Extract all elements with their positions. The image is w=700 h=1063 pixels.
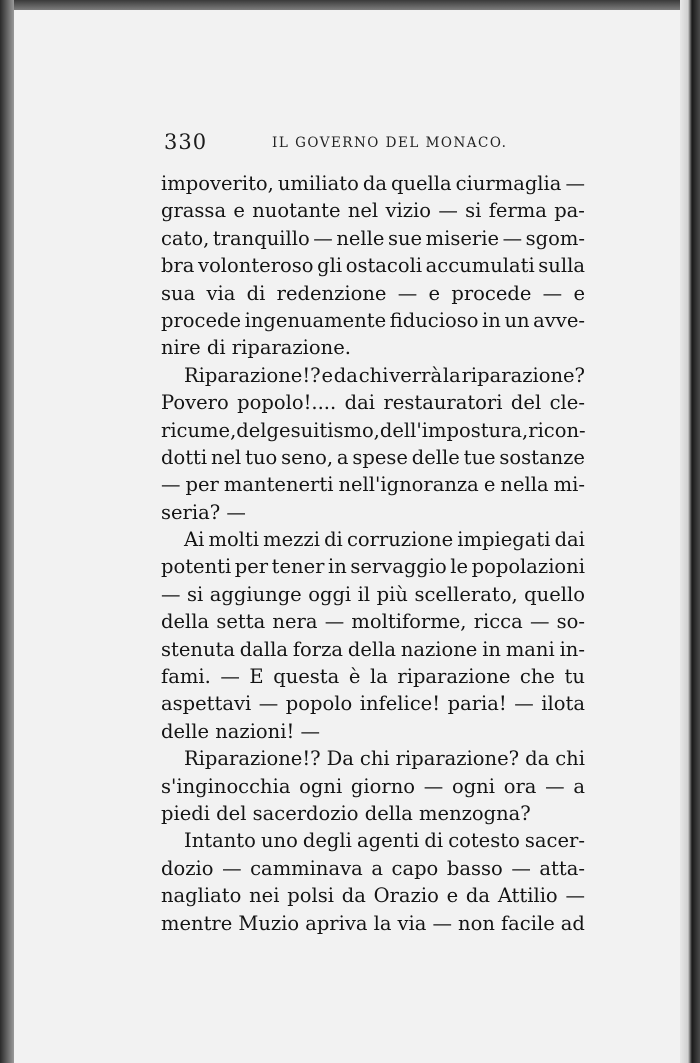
- running-title: IL GOVERNO DEL MONACO.: [272, 135, 508, 151]
- text-line: seria? —: [161, 500, 246, 524]
- text-line: bra volonteroso gli ostacoli accumulati sulla: [161, 254, 585, 278]
- text-line: procede ingenuamente fiducioso in un avve-: [161, 308, 585, 332]
- body-text: [161, 170, 585, 937]
- text-line: nagliato nei polsi da Orazio e da Attilio —: [161, 884, 585, 908]
- text-line: sua via di redenzione — e procede — e: [161, 281, 585, 305]
- text-line: Intanto uno degli agenti di cotesto sacer-: [184, 829, 585, 853]
- text-line: mentre Muzio apriva la via — non facile ad: [161, 911, 585, 935]
- text-line: della setta nera — moltiforme, ricca — so-: [161, 610, 585, 634]
- text-line: ricume, del gesuitismo, dell'impostura, ricon-: [161, 418, 586, 442]
- text-line: fami. — E questa è la riparazione che tu: [161, 665, 585, 689]
- text-line: Riparazione!? Da chi riparazione? da chi: [184, 747, 585, 771]
- page-number: 330: [164, 130, 208, 154]
- text-line: nire di riparazione.: [161, 336, 351, 360]
- text-line: dozio — camminava a capo basso — atta-: [161, 856, 585, 880]
- text-line: — si aggiunge oggi il più scellerato, quello: [161, 582, 585, 606]
- text-line: Povero popolo!.... dai restauratori del cle-: [161, 391, 585, 415]
- text-line: aspettavi — popolo infelice! paria! — ilota: [161, 692, 585, 716]
- text-line: cato, tranquillo — nelle sue miserie — sgom-: [161, 226, 585, 250]
- page-header: [164, 130, 584, 160]
- text-line: potenti per tener in servaggio le popolazioni: [161, 555, 585, 579]
- scan-left-edge: [0, 0, 14, 1063]
- text-line: — per mantenerti nell'ignoranza e nella mi-: [161, 473, 585, 497]
- text-line: piedi del sacerdozio della menzogna?: [161, 801, 531, 825]
- text-line: Ai molti mezzi di corruzione impiegati dai: [184, 528, 585, 552]
- text-line: dotti nel tuo seno, a spese delle tue sostanze: [161, 445, 585, 469]
- text-line: Riparazione!? e da chi verrà la riparazione?: [184, 363, 585, 387]
- text-line: s'inginocchia ogni giorno — ogni ora — a: [161, 774, 585, 798]
- scan-right-edge: [680, 0, 700, 1063]
- text-line: grassa e nuotante nel vizio — si ferma pa-: [161, 199, 585, 223]
- text-line: delle nazioni! —: [161, 719, 320, 743]
- text-line: stenuta dalla forza della nazione in mani in-: [161, 637, 585, 661]
- text-line: impoverito, umiliato da quella ciurmaglia —: [161, 172, 585, 195]
